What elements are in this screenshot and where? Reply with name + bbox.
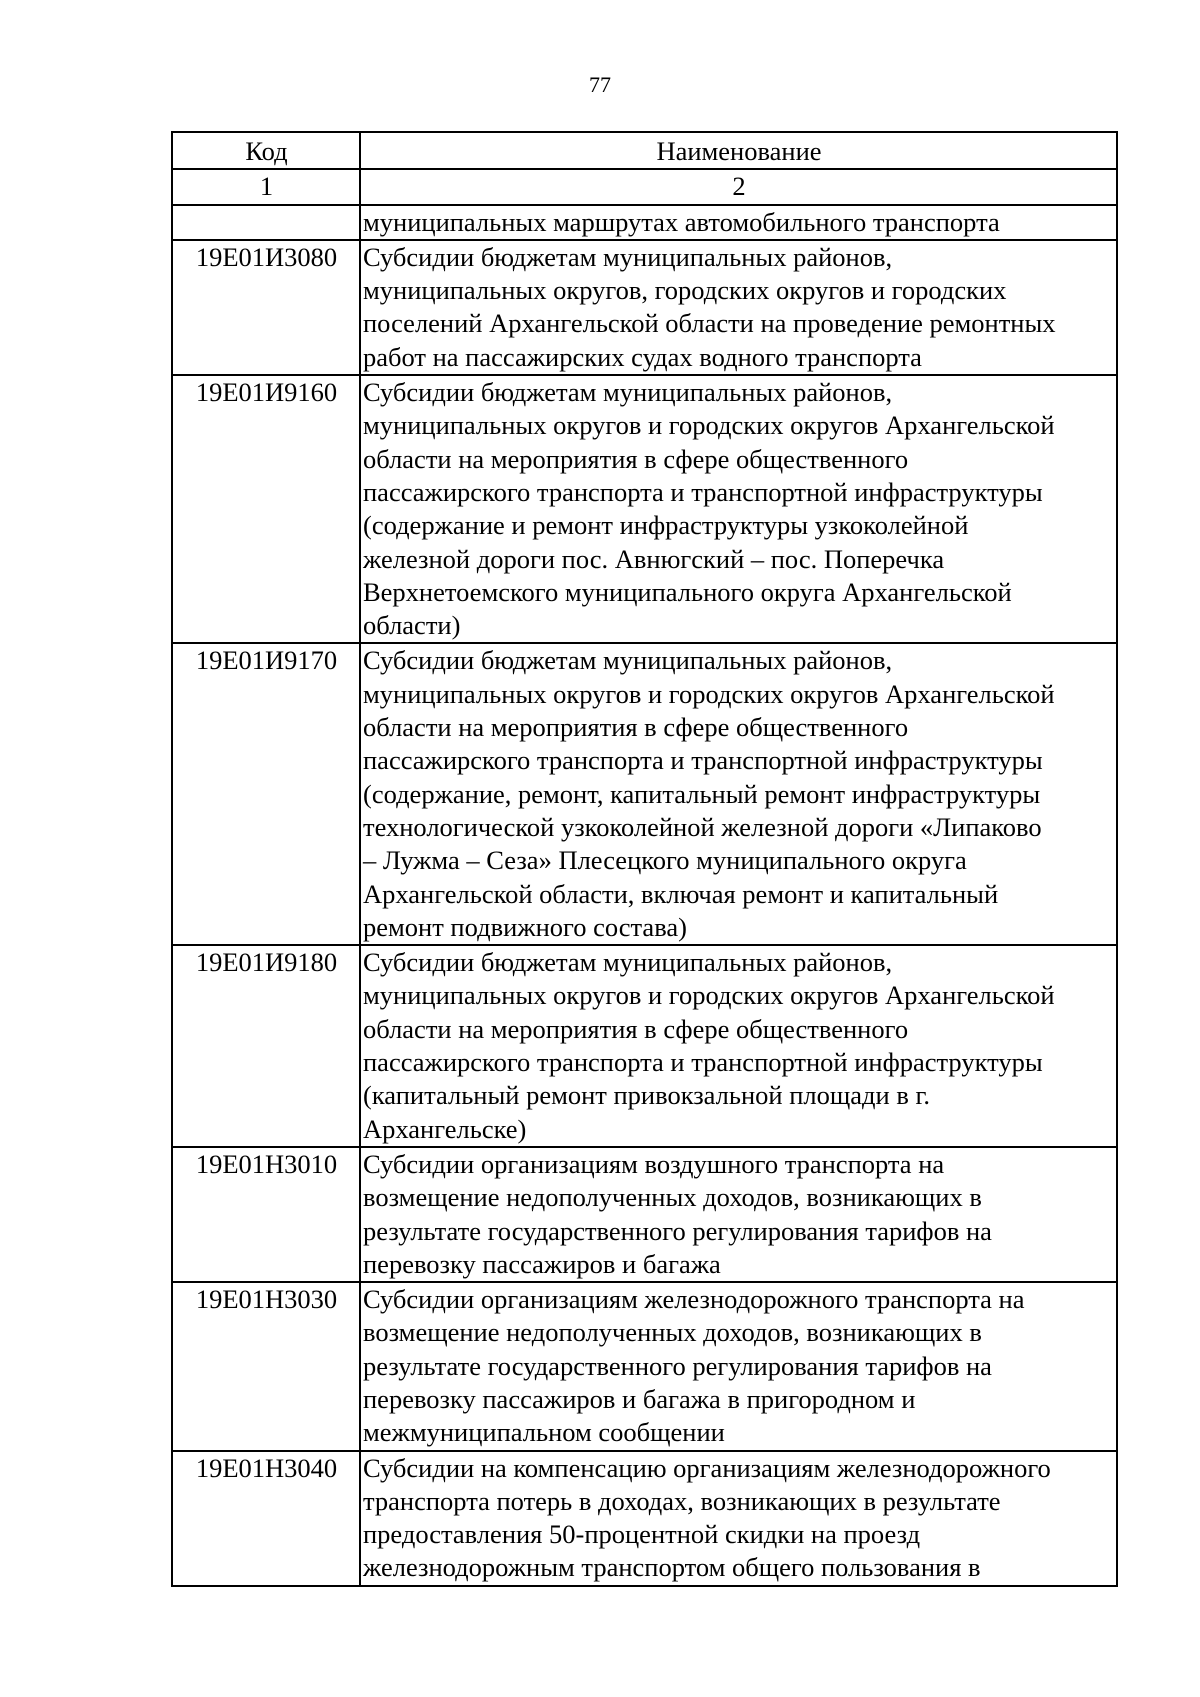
table-row	[172, 240, 1117, 375]
row-code: 19Е01И9180	[172, 945, 360, 1147]
row-code: 19Е01И9170	[172, 643, 360, 945]
row-name: Субсидии бюджетам муниципальных районов, муниципальных округов и городских округов Архангельской области на мероприятия в сфере общественного пассажирского транспорта и транспортной инфраструктуры (содержание, ремонт, капитальный ремонт инфраструктуры технологической узкоколейной железной дороги «Липаково – Лужма – Сеза» Плесецкого муниципального округа Архангельской области, включая ремонт и капитальный ремонт подвижного состава)	[360, 643, 1117, 945]
row-code: 19Е01Н3030	[172, 1282, 360, 1450]
row-name: муниципальных маршрутах автомобильного транспорта	[360, 205, 1117, 240]
column-index-code: 1	[172, 169, 360, 204]
row-code: 19Е01И3080	[172, 240, 360, 375]
row-code: 19Е01И9160	[172, 375, 360, 643]
row-code: 19Е01Н3040	[172, 1451, 360, 1586]
row-name: Субсидии бюджетам муниципальных районов, муниципальных округов и городских округов Архангельской области на мероприятия в сфере общественного пассажирского транспорта и транспортной инфраструктуры (капитальный ремонт привокзальной площади в г. Архангельске)	[360, 945, 1117, 1147]
table-row	[172, 945, 1117, 1147]
column-index-name: 2	[360, 169, 1117, 204]
column-header-code: Код	[172, 132, 360, 169]
row-name: Субсидии организациям воздушного транспорта на возмещение недополученных доходов, возникающих в результате государственного регулирования тарифов на перевозку пассажиров и багажа	[360, 1147, 1117, 1282]
table-row	[172, 205, 1117, 240]
table-row	[172, 1451, 1117, 1586]
row-name: Субсидии бюджетам муниципальных районов, муниципальных округов и городских округов Архангельской области на мероприятия в сфере общественного пассажирского транспорта и транспортной инфраструктуры (содержание и ремонт инфраструктуры узкоколейной железной дороги пос. Авнюгский – пос. Поперечка Верхнетоемского муниципального округа Архангельской области)	[360, 375, 1117, 643]
column-header-name: Наименование	[360, 132, 1117, 169]
row-name: Субсидии бюджетам муниципальных районов, муниципальных округов, городских округов и городских поселений Архангельской области на проведение ремонтных работ на пассажирских судах водного транспорта	[360, 240, 1117, 375]
table-row	[172, 643, 1117, 945]
table-row	[172, 1147, 1117, 1282]
row-code	[172, 205, 360, 240]
table-row	[172, 1282, 1117, 1450]
budget-code-table	[171, 131, 1118, 1587]
row-name: Субсидии на компенсацию организациям железнодорожного транспорта потерь в доходах, возникающих в результате предоставления 50-процентной скидки на проезд железнодорожным транспортом общего пользования в	[360, 1451, 1117, 1586]
column-index-row	[172, 169, 1117, 204]
table-header-row	[172, 132, 1117, 169]
table-row	[172, 375, 1117, 643]
row-code: 19Е01Н3010	[172, 1147, 360, 1282]
page-number: 77	[589, 72, 611, 97]
row-name: Субсидии организациям железнодорожного транспорта на возмещение недополученных доходов, возникающих в результате государственного регулирования тарифов на перевозку пассажиров и багажа в пригородном и межмуниципальном сообщении	[360, 1282, 1117, 1450]
